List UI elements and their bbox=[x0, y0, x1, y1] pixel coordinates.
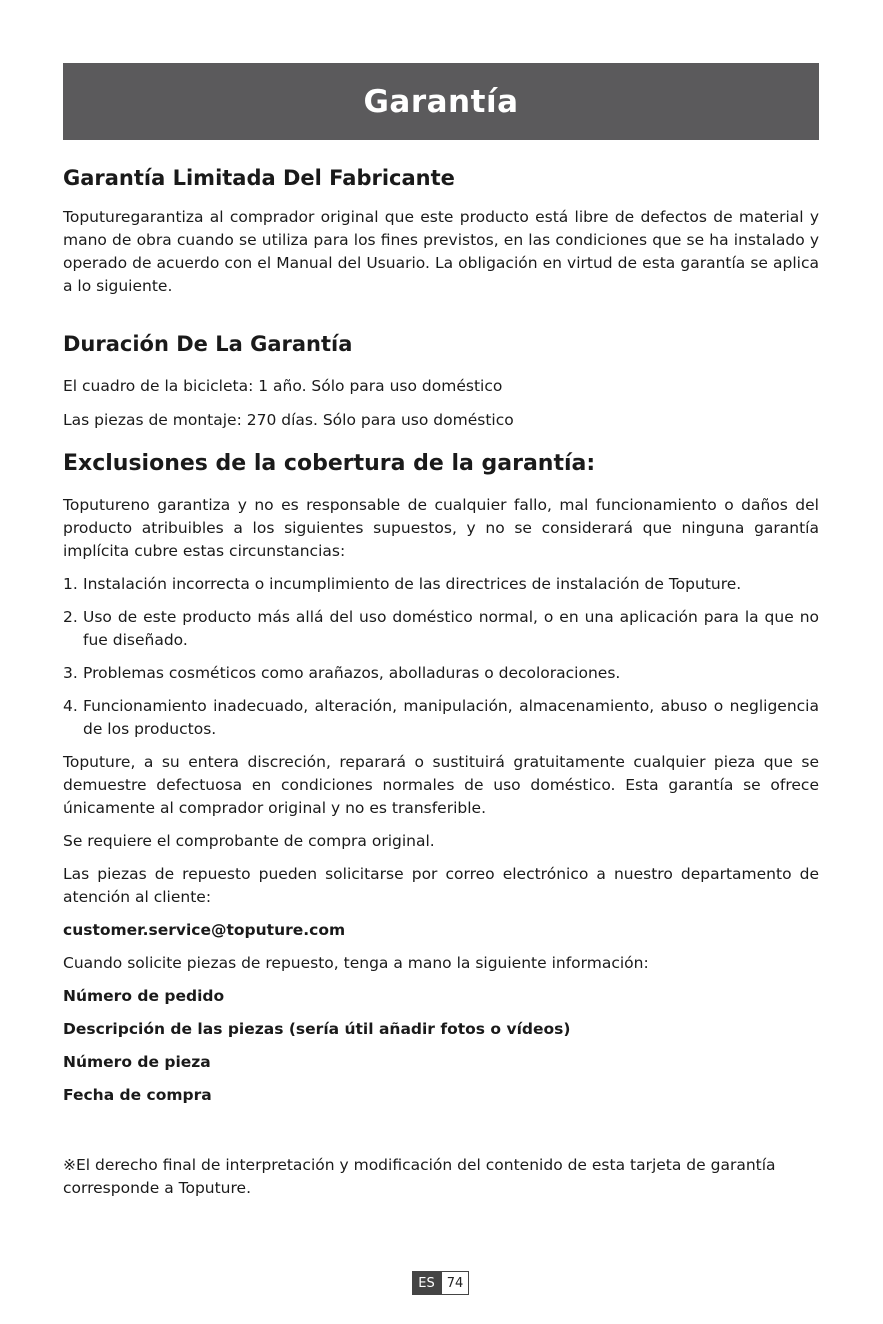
exclusions-intro-text: Toputureno garantiza y no es responsable de cualquier fallo, mal funcionamiento o daños del producto atribuibles a los siguientes supuestos, y no se considerará que ninguna garantía implícita cubre estas circunstancias: bbox=[63, 496, 819, 560]
frame-duration-text: El cuadro de la bicicleta: 1 año. Sólo para uso doméstico bbox=[63, 377, 503, 395]
page-title-banner bbox=[63, 63, 819, 140]
page-number-tag bbox=[412, 1271, 469, 1295]
interpretation-note: ※El derecho final de interpretación y modificación del contenido de esta tarjeta de garantía corresponde a Toputure. bbox=[63, 1156, 776, 1197]
list-item bbox=[63, 695, 819, 741]
limited-warranty-text: Toputuregarantiza al comprador original que este producto está libre de defectos de material y mano de obra cuando se utiliza para los fines previstos, en las condiciones que se ha instalado y operado de acuerdo con el Manual del Usuario. La obligación en virtud de esta garantía se aplica a lo siguiente. bbox=[63, 208, 819, 295]
parts-duration-text: Las piezas de montaje: 270 días. Sólo para uso doméstico bbox=[63, 411, 514, 429]
list-item-text: Uso de este producto más allá del uso doméstico normal, o en una aplicación para la que no fue diseñado. bbox=[83, 608, 819, 649]
list-item bbox=[63, 662, 819, 685]
field-part-number: Número de pieza bbox=[63, 1053, 211, 1071]
list-item bbox=[63, 573, 819, 596]
list-item-number: 3. bbox=[63, 664, 78, 682]
list-item-text: Funcionamiento inadecuado, alteración, manipulación, almacenamiento, abuso o negligencia de los productos. bbox=[83, 697, 819, 738]
warranty-duration-heading: Duración De La Garantía bbox=[63, 332, 353, 356]
list-item-text: Problemas cosméticos como arañazos, abolladuras o decoloraciones. bbox=[83, 664, 621, 682]
list-item bbox=[63, 606, 819, 652]
language-badge: ES bbox=[412, 1271, 441, 1295]
exclusions-heading: Exclusiones de la cobertura de la garantía: bbox=[63, 451, 596, 476]
repair-policy-text: Toputure, a su entera discreción, reparará o sustituirá gratuitamente cualquier pieza que se demuestre defectuosa en condiciones normales de uso doméstico. Esta garantía se ofrece únicamente al comprador original y no es transferible. bbox=[63, 753, 819, 817]
list-item-number: 4. bbox=[63, 697, 78, 715]
field-parts-description: Descripción de las piezas (sería útil añadir fotos o vídeos) bbox=[63, 1020, 571, 1038]
proof-of-purchase-text: Se requiere el comprobante de compra original. bbox=[63, 832, 435, 850]
spare-parts-text: Las piezas de repuesto pueden solicitarse por correo electrónico a nuestro departamento de atención al cliente: bbox=[63, 865, 819, 906]
list-item-number: 1. bbox=[63, 575, 78, 593]
warranty-content bbox=[63, 162, 819, 1107]
limited-warranty-heading: Garantía Limitada Del Fabricante bbox=[63, 166, 455, 190]
request-info-text: Cuando solicite piezas de repuesto, tenga a mano la siguiente información: bbox=[63, 954, 649, 972]
support-email: customer.service@toputure.com bbox=[63, 921, 346, 939]
field-purchase-date: Fecha de compra bbox=[63, 1086, 212, 1104]
exclusions-list bbox=[63, 573, 819, 741]
field-order-number: Número de pedido bbox=[63, 987, 225, 1005]
list-item-text: Instalación incorrecta o incumplimiento de las directrices de instalación de Toputure. bbox=[83, 575, 742, 593]
list-item-number: 2. bbox=[63, 608, 78, 626]
page-title: Garantía bbox=[363, 83, 519, 120]
page-number: 74 bbox=[441, 1271, 469, 1295]
